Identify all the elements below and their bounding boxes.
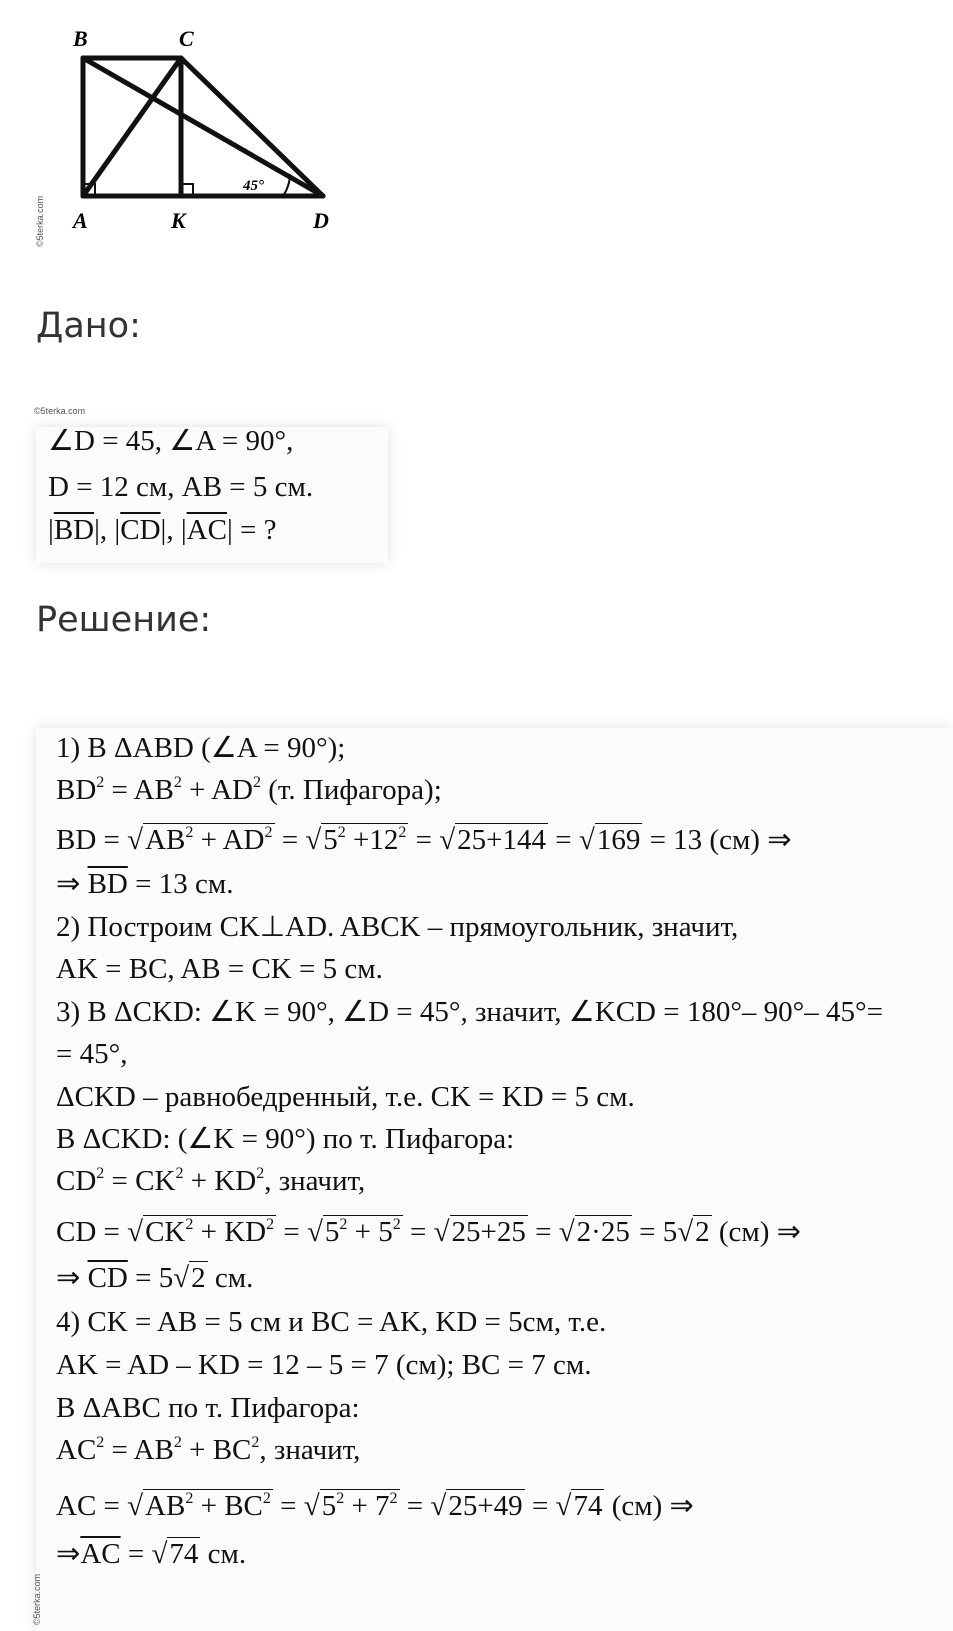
label-c: C xyxy=(179,26,194,51)
label-k: K xyxy=(171,208,186,233)
given-line-2: D = 12 см, AB = 5 см. xyxy=(48,471,314,503)
given-line-1: ∠D = 45, ∠A = 90°, xyxy=(48,425,294,457)
solution-line-12: CD = $√CK^2 + KD^2 = √5^2 + 5^2 = √25+25 = √2\cdot 25 = 5√2$ (см) ⇒ xyxy=(56,1216,801,1248)
solution-line-9: ΔCKD – равнобедренный, т.е. CK = KD = 5 см. xyxy=(56,1081,635,1113)
solution-line-11: $CD^2 = CK^2 + KD^2$, значит, xyxy=(56,1165,366,1197)
solution-line-5: 2) Построим CK⊥AD. ABCK – прямоугольник, значит, xyxy=(56,911,739,943)
solution-line-14: 4) CK = AB = 5 см и BC = AK, KD = 5см, т.е. xyxy=(56,1306,607,1338)
solution-line-1: 1) В ΔABD (∠A = 90°); xyxy=(56,732,346,764)
label-d: D xyxy=(313,208,329,233)
solution-line-16: В ΔABC по т. Пифагора: xyxy=(56,1392,360,1424)
solution-watermark: ©5terka.com xyxy=(32,1573,42,1625)
solution-line-18: AC = $√AB^2 + BC^2 = √5^2 + 7^2 = √25+49 = √74$ (см) ⇒ xyxy=(56,1490,694,1522)
solution-line-7: 3) В ΔCKD: ∠K = 90°, ∠D = 45°, значит, ∠KCD = 180°– 90°– 45°= xyxy=(56,996,883,1028)
solution-line-6: AK = BC, AB = CK = 5 см. xyxy=(56,953,383,985)
trapezoid-figure xyxy=(35,22,360,257)
solution-heading: Решение: xyxy=(36,600,212,640)
given-line-3: $|\overline{BD}|$, $|\overline{CD}|$, $|\overline{AC}|$ = ? xyxy=(48,514,277,546)
given-box xyxy=(36,427,388,563)
solution-line-4: ⇒ $\overline{BD} = 13$ см. xyxy=(56,868,234,900)
label-a: A xyxy=(73,208,88,233)
given-watermark: ©5terka.com xyxy=(34,406,86,416)
solution-line-8: = 45°, xyxy=(56,1038,128,1070)
solution-line-13: ⇒ $\overline{CD} = 5√2$ см. xyxy=(56,1262,254,1294)
solution-line-17: $AC^2 = AB^2 + BC^2$, значит, xyxy=(56,1434,361,1466)
solution-line-15: AK = AD – KD = 12 – 5 = 7 (см); BC = 7 см. xyxy=(56,1349,592,1381)
solution-line-19: $\Rightarrow\overline{AC} = √74$ см. xyxy=(56,1538,247,1570)
angle-label: 45° xyxy=(243,178,264,194)
trapezoid-diagram xyxy=(35,22,360,257)
diagonal-ac xyxy=(83,58,181,196)
figure-watermark: ©5terka.com xyxy=(35,195,45,247)
given-heading: Дано: xyxy=(36,306,141,346)
solution-line-3: BD = $√AB^2 + AD^2 = √5^2 +12^2 = √25+144 = √169 = 13$ (см) ⇒ xyxy=(56,824,792,856)
solution-box xyxy=(36,728,953,1631)
solution-line-2: $BD^2 = AB^2 + AD^2$ (т. Пифагора); xyxy=(56,774,442,806)
solution-line-10: В ΔCKD: (∠K = 90°) по т. Пифагора: xyxy=(56,1123,515,1155)
label-b: B xyxy=(73,26,88,51)
